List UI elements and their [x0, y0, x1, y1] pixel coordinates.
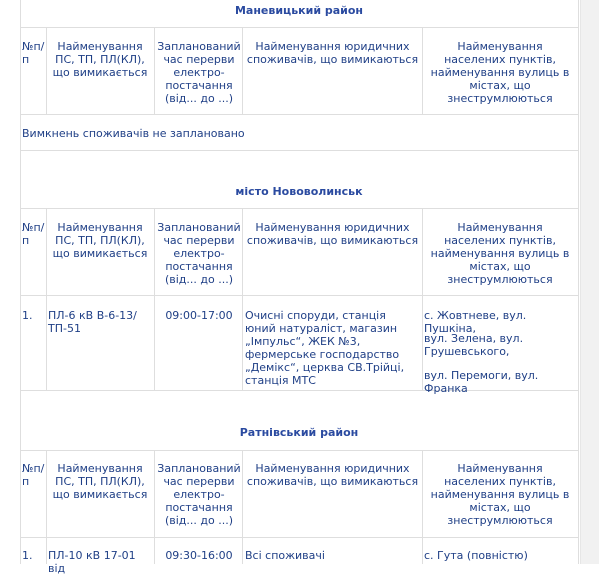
row-time: 09:30-16:00: [165, 549, 233, 562]
row-line: ПЛ-10 кВ 17-01 від: [48, 549, 136, 575]
col-divider: [154, 27, 155, 114]
col-divider: [242, 208, 243, 390]
header-line: Найменування ПС, ТП, ПЛ(КЛ), що вимикається: [52, 221, 148, 260]
header-consumers: Найменування юридичних споживачів, що вимикаються: [246, 462, 419, 488]
col-divider: [242, 27, 243, 114]
row-consumers: Очисні споруди, станція юний натураліст, магазин „Імпульс“, ЖЕК №3, фермерське господарство „Демікс“, церква СВ.Трійці, станція МТС: [245, 309, 405, 387]
district-title: Ратнівський район: [239, 426, 359, 439]
header-time: Запланований час перерви електро-постачання (від... до ...): [157, 221, 241, 286]
row-place: с. Гута (повністю): [424, 549, 528, 562]
col-divider: [422, 208, 423, 390]
row-divider: [20, 114, 578, 115]
header-number: №п/п: [22, 221, 45, 247]
col-divider: [154, 450, 155, 564]
row-divider: [20, 450, 578, 451]
table-border-left: [20, 0, 21, 564]
header-time: Запланований час перерви електро-постачання (від... до ...): [157, 462, 241, 527]
header-consumers: Найменування юридичних споживачів, що вимикаються: [246, 40, 419, 66]
row-divider: [20, 150, 578, 151]
col-divider: [422, 27, 423, 114]
row-line: ПЛ-6 кВ В-6-13/ ТП-51: [48, 309, 137, 335]
row-divider: [20, 295, 578, 296]
col-divider: [46, 450, 47, 564]
table-border-right: [578, 0, 579, 564]
row-consumers: Всі споживачі: [245, 549, 325, 562]
row-number: 1.: [22, 309, 33, 322]
row-number: 1.: [22, 549, 33, 562]
col-divider: [154, 208, 155, 390]
row-place: с. Жовтневе, вул. Пушкіна,: [424, 309, 527, 335]
no-outages-note: Вимкнень споживачів не заплановано: [22, 127, 245, 140]
header-line: Найменування ПС, ТП, ПЛ(КЛ), що вимикається: [52, 40, 148, 79]
header-time: Запланований час перерви електро-постачання (від... до ...): [157, 40, 241, 105]
header-places: Найменування населених пунктів, найменування вулиць в містах, що знеструмлюються: [430, 40, 570, 105]
district-title: Маневицький район: [234, 4, 364, 17]
row-time: 09:00-17:00: [165, 309, 233, 322]
row-divider: [20, 208, 578, 209]
col-divider: [46, 208, 47, 390]
row-place: вул. Перемоги, вул. Франка: [424, 369, 539, 395]
header-places: Найменування населених пунктів, найменування вулиць в містах, що знеструмлюються: [430, 462, 570, 527]
header-number: №п/п: [22, 40, 45, 66]
col-divider: [46, 27, 47, 114]
row-place: вул. Зелена, вул. Грушевського,: [424, 332, 524, 358]
col-divider: [242, 450, 243, 564]
district-title: місто Нововолинськ: [235, 185, 363, 198]
header-consumers: Найменування юридичних споживачів, що вимикаються: [246, 221, 419, 247]
row-divider: [20, 27, 578, 28]
header-line: Найменування ПС, ТП, ПЛ(КЛ), що вимикається: [52, 462, 148, 501]
col-divider: [422, 450, 423, 564]
page-scrollbar[interactable]: [580, 0, 599, 564]
header-places: Найменування населених пунктів, найменування вулиць в містах, що знеструмлюються: [430, 221, 570, 286]
row-divider: [20, 537, 578, 538]
header-number: №п/п: [22, 462, 45, 488]
